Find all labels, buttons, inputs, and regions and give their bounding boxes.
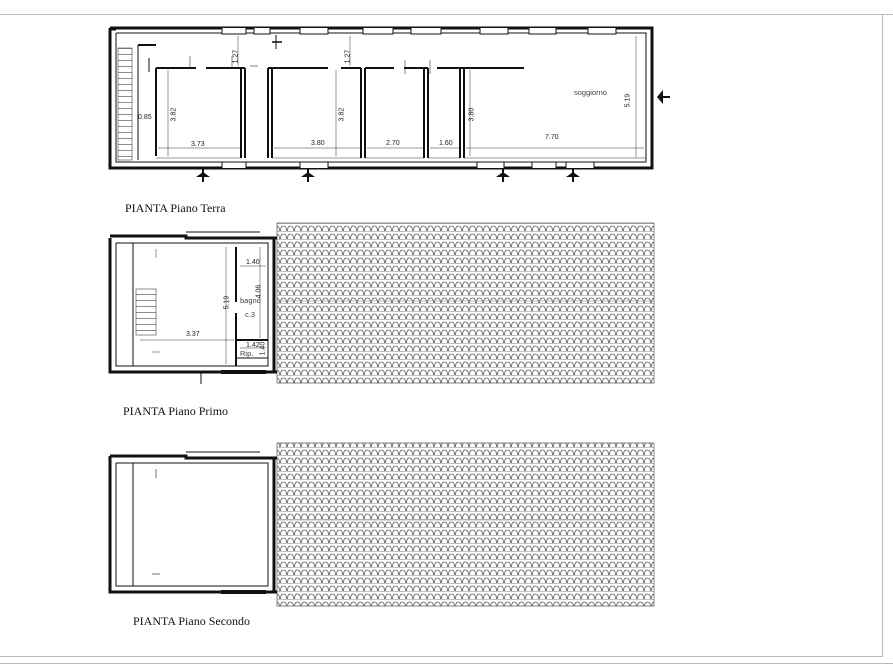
dim-ground-085: 0.85 xyxy=(138,114,152,121)
second-floor-plan xyxy=(110,443,654,606)
ground-top-windows xyxy=(222,28,616,168)
dim-first-337: 3.37 xyxy=(186,331,200,338)
dim-first-140: 1.40 xyxy=(246,259,260,266)
ground-dimension-lines xyxy=(158,36,644,158)
dim-ground-519: 5.19 xyxy=(624,93,632,108)
room-c3: c.3 xyxy=(245,310,256,319)
room-rip: Rip. xyxy=(240,349,254,358)
dim-ground-160: 1.60 xyxy=(439,140,453,147)
dim-ground-127-a: 1.27 xyxy=(232,49,240,64)
dim-ground-373: 3.73 xyxy=(191,141,205,148)
dim-first-406: 4.06 xyxy=(255,284,263,299)
caption-piano-primo: PIANTA Piano Primo xyxy=(123,404,229,418)
first-roof-tiles xyxy=(277,223,654,383)
ground-stair xyxy=(118,48,132,160)
caption-piano-secondo: PIANTA Piano Secondo xyxy=(133,614,251,628)
dim-ground-127-b: 1.27 xyxy=(344,49,352,64)
dim-first-142: 1.42 xyxy=(246,342,260,349)
caption-piano-terra: PIANTA Piano Terra xyxy=(125,201,226,215)
second-roof-tiles xyxy=(277,443,654,606)
ground-floor-plan xyxy=(110,28,670,182)
dim-ground-382-a: 3.82 xyxy=(170,107,178,122)
dim-first-140-v: 1.40 xyxy=(259,341,267,356)
dim-ground-380-v: 3.80 xyxy=(468,107,476,122)
second-walls xyxy=(110,452,277,592)
dim-ground-270: 2.70 xyxy=(386,140,400,147)
dim-ground-382-b: 3.82 xyxy=(338,107,346,122)
dim-first-519: 5.19 xyxy=(223,295,231,310)
room-soggiorno: soggiorno xyxy=(574,88,607,97)
dim-ground-770: 7.70 xyxy=(545,134,559,141)
dim-ground-380: 3.80 xyxy=(311,140,325,147)
room-bagno: bagno xyxy=(240,296,261,305)
first-floor-plan xyxy=(110,223,654,384)
